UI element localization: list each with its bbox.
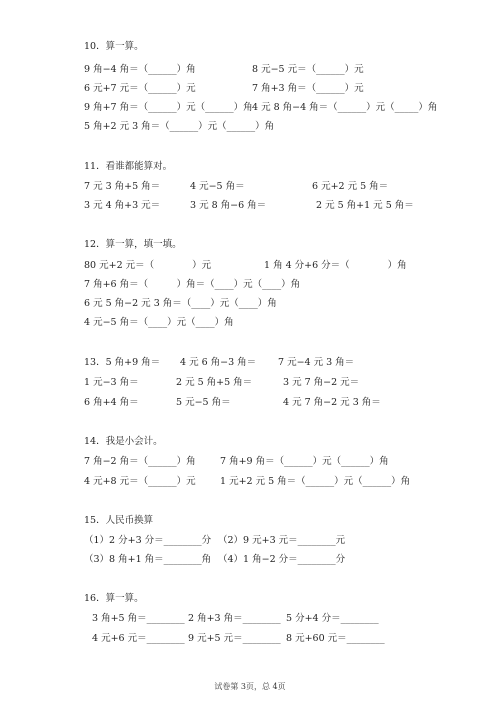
- problem-13-7: 6 角+4 角＝: [84, 397, 139, 408]
- problem-16-3: 5 分+4 分＝________: [286, 613, 379, 624]
- problem-16-5: 9 元+5 元＝________: [188, 633, 281, 644]
- problem-10-1: 9 角−4 角＝（______）角: [84, 64, 196, 75]
- problem-13-1: 13．5 角+9 角＝: [84, 357, 161, 368]
- problem-13-2: 4 元 6 角−3 角＝: [180, 357, 257, 368]
- problem-12-5: 4 元−5 角＝（____）元（____）角: [84, 317, 234, 328]
- problem-10-5: 9 角+7 角＝（______）元（______）角: [84, 102, 253, 113]
- section-11-title: 11．看谁都能算对。: [84, 161, 173, 172]
- problem-10-7: 5 角+2 元 3 角＝（______）元（______）角: [84, 121, 275, 132]
- problem-14-2: 7 角+9 角＝（______）元（______）角: [220, 456, 389, 467]
- problem-15-3: （3）8 角+1 角＝________角: [84, 554, 212, 565]
- problem-12-3: 7 角+6 角＝（ ）角＝（____）元（____）角: [84, 279, 301, 290]
- section-16-title: 16．算一算。: [84, 593, 144, 604]
- problem-15-4: （4）1 角−2 分＝________分: [218, 554, 346, 565]
- problem-13-6: 3 元 7 角−2 元＝: [283, 377, 360, 388]
- problem-16-4: 4 元+6 元＝________: [92, 633, 185, 644]
- section-15-title: 15．人民币换算: [84, 515, 154, 526]
- problem-10-3: 6 元+7 元＝（______）元: [84, 83, 196, 94]
- problem-10-6: 4 元 8 角−4 角＝（______）元（_____）角: [252, 102, 438, 113]
- section-12-title: 12．算一算，填一填。: [84, 239, 182, 250]
- problem-15-2: （2）9 元+3 元＝________元: [218, 535, 346, 546]
- problem-13-5: 2 元 5 角+5 角＝: [176, 377, 253, 388]
- problem-14-1: 7 角−2 角＝（______）角: [84, 456, 196, 467]
- problem-13-4: 1 元−3 角＝: [84, 377, 139, 388]
- problem-12-4: 6 元 5 角−2 元 3 角＝（____）元（____）角: [84, 298, 277, 309]
- problem-16-1: 3 角+5 角＝________: [92, 613, 185, 624]
- problem-14-4: 1 元+2 元 5 角＝（______）元（______）角: [220, 476, 411, 487]
- problem-10-2: 8 元−5 元＝（______）元: [252, 64, 364, 75]
- problem-11-3: 6 元+2 元 5 角＝: [312, 181, 389, 192]
- problem-16-2: 2 角+3 角＝________: [188, 613, 281, 624]
- problem-11-6: 2 元 5 角+1 元 5 角＝: [316, 200, 414, 211]
- problem-15-1: （1）2 分+3 分＝________分: [84, 535, 212, 546]
- problem-14-3: 4 元+8 元＝（______）元: [84, 476, 196, 487]
- section-10-title: 10．算一算。: [84, 41, 144, 52]
- problem-12-1: 80 元+2 元＝（ ）元: [84, 260, 212, 271]
- problem-13-3: 7 元−4 元 3 角＝: [278, 357, 355, 368]
- problem-11-4: 3 元 4 角+3 元＝: [84, 200, 161, 211]
- problem-11-2: 4 元−5 角＝: [190, 181, 245, 192]
- problem-10-4: 7 角+3 角＝（______）元: [252, 83, 364, 94]
- problem-11-5: 3 元 8 角−6 角＝: [190, 200, 267, 211]
- problem-11-1: 7 元 3 角+5 角＝: [84, 181, 161, 192]
- page-footer: 试卷第 3页，总 4页: [214, 682, 286, 691]
- problem-13-9: 4 元 7 角−2 元 3 角＝: [283, 397, 381, 408]
- problem-13-8: 5 元−5 角＝: [176, 397, 231, 408]
- problem-12-2: 1 角 4 分+6 分＝（ ）角: [264, 260, 407, 271]
- problem-16-6: 8 元+60 元＝________: [286, 633, 385, 644]
- section-14-title: 14．我是小会计。: [84, 436, 163, 447]
